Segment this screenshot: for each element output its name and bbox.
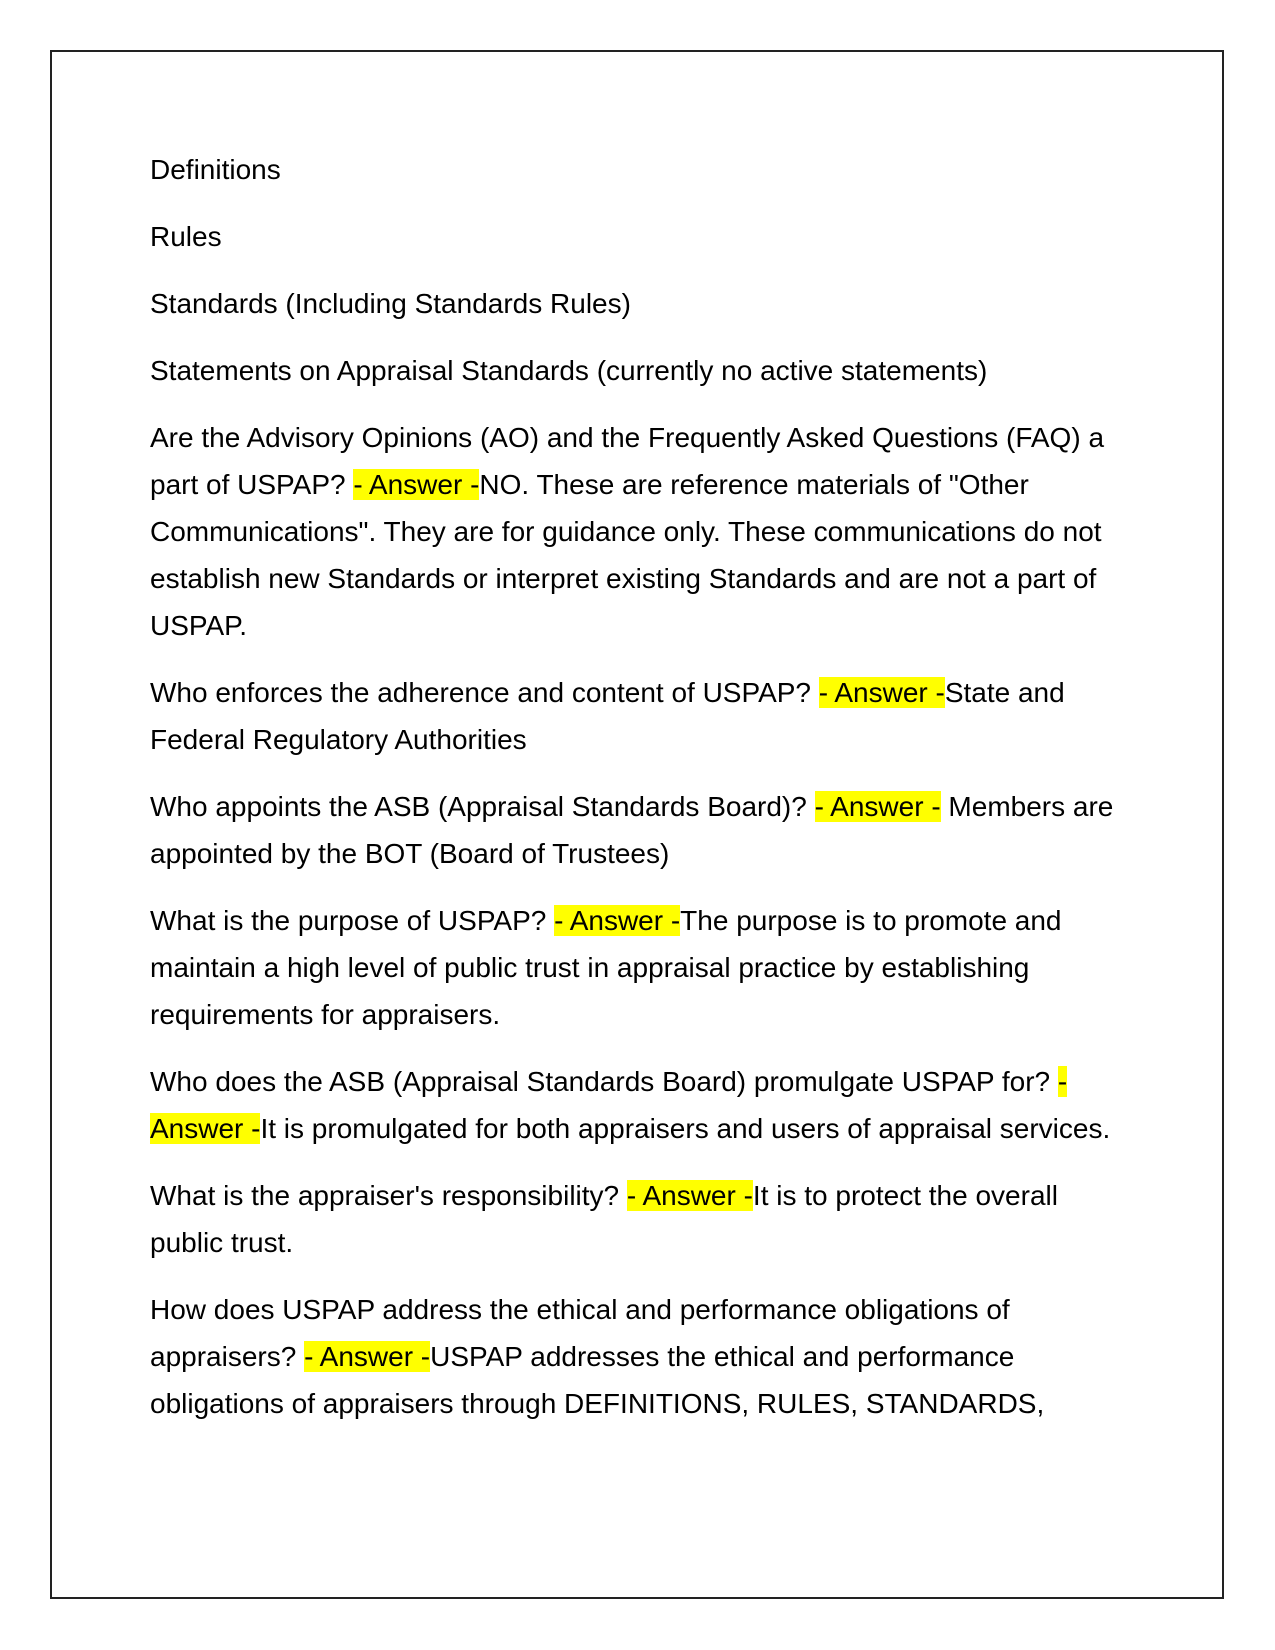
qa-item-ao-faq <box>150 414 1130 649</box>
document-body <box>150 146 1130 1447</box>
qa-item-promulgation <box>150 1058 1130 1152</box>
paragraph-definitions <box>150 146 1130 193</box>
question-text: Who enforces the adherence and content of USPAP? <box>150 677 819 708</box>
answer-marker: - Answer - <box>818 677 945 708</box>
question-text: Are the Advisory Opinions (AO) and the Frequently Asked Questions (FAQ) a part of USPAP? <box>150 422 1105 500</box>
paragraph-rules <box>150 213 1130 260</box>
question-text: What is the appraiser's responsibility? <box>150 1180 627 1211</box>
answer-marker: - Answer - <box>150 1066 1068 1144</box>
qa-item-asb-appointment <box>150 783 1130 877</box>
answer-marker: - Answer - <box>554 905 681 936</box>
answer-marker: - Answer - <box>626 1180 753 1211</box>
paragraph-standards <box>150 280 1130 327</box>
qa-item-obligations <box>150 1286 1130 1427</box>
answer-text: State and Federal Regulatory Authorities <box>150 677 1065 755</box>
paragraph-text: Statements on Appraisal Standards (currently no active statements) <box>150 355 988 386</box>
answer-marker: - Answer - <box>814 791 941 822</box>
answer-text: It is to protect the overall public trust. <box>150 1180 1058 1258</box>
qa-item-purpose <box>150 897 1130 1038</box>
question-text: What is the purpose of USPAP? <box>150 905 555 936</box>
question-text: Who appoints the ASB (Appraisal Standards Board)? <box>150 791 815 822</box>
paragraph-text: Standards (Including Standards Rules) <box>150 288 631 319</box>
qa-item-responsibility <box>150 1172 1130 1266</box>
answer-text: The purpose is to promote and maintain a high level of public trust in appraisal practice by establishing requirements for appraisers. <box>150 905 1062 1030</box>
paragraph-text: Definitions <box>150 154 281 185</box>
question-text: Who does the ASB (Appraisal Standards Board) promulgate USPAP for? <box>150 1066 1058 1097</box>
answer-text: NO. These are reference materials of "Other Communications". They are for guidance only. These communications do not establish new Standards or interpret existing Standards and are not a part of USPAP. <box>150 469 1102 641</box>
answer-marker: - Answer - <box>353 469 480 500</box>
answer-text: Members are appointed by the BOT (Board of Trustees) <box>150 791 1114 869</box>
paragraph-statements <box>150 347 1130 394</box>
question-text: How does USPAP address the ethical and performance obligations of appraisers? <box>150 1294 1010 1372</box>
paragraph-text: Rules <box>150 221 222 252</box>
qa-item-enforcement <box>150 669 1130 763</box>
answer-text: USPAP addresses the ethical and performance obligations of appraisers through DEFINITIONS, RULES, STANDARDS, <box>150 1341 1045 1419</box>
answer-marker: - Answer - <box>304 1341 431 1372</box>
answer-text: It is promulgated for both appraisers and users of appraisal services. <box>260 1113 1111 1144</box>
